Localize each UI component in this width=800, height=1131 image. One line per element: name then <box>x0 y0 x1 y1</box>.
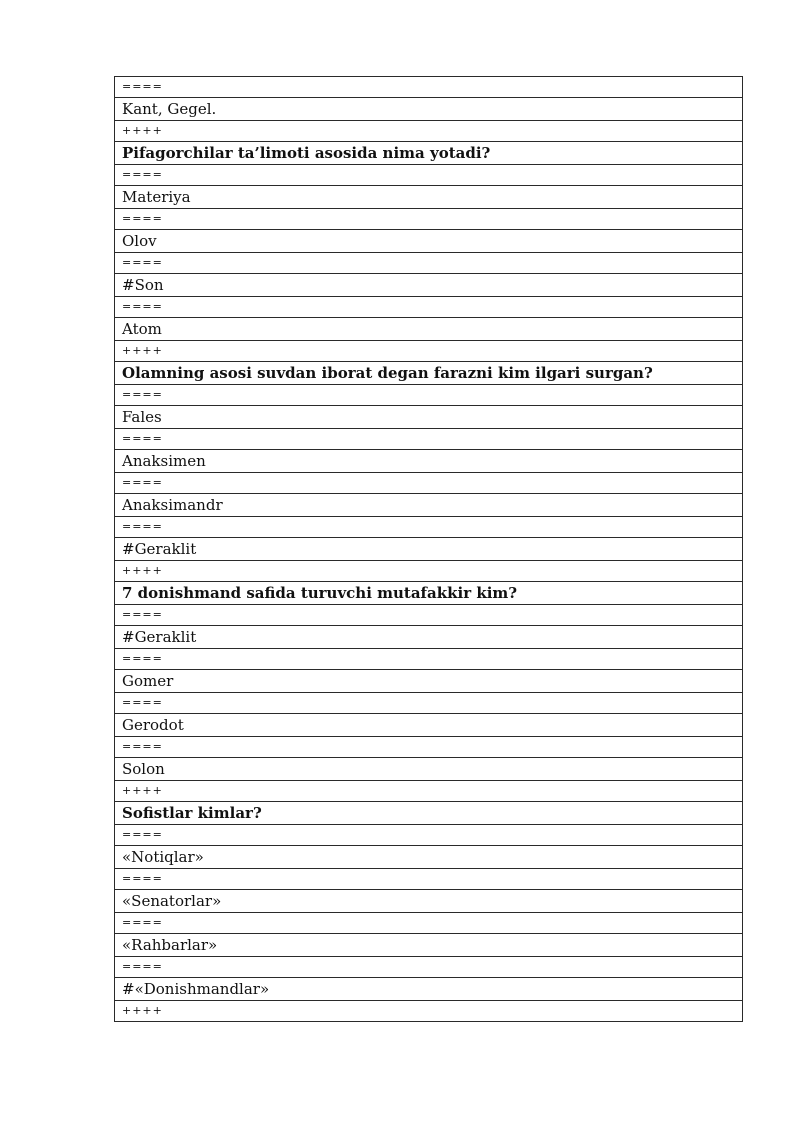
question-row <box>115 142 743 165</box>
answer-text: Fales <box>115 406 743 429</box>
separator-text: ==== <box>115 737 743 758</box>
answer-option-row <box>115 450 743 473</box>
separator-row <box>115 693 743 714</box>
separator-row <box>115 1001 743 1022</box>
answer-option-row <box>115 274 743 297</box>
separator-text: ==== <box>115 385 743 406</box>
answer-option-row <box>115 186 743 209</box>
question-text: 7 donishmand safida turuvchi mutafakkir kim? <box>115 582 743 605</box>
separator-row <box>115 825 743 846</box>
question-table-body <box>115 77 743 1022</box>
answer-option-row <box>115 758 743 781</box>
answer-text: #«Donishmandlar» <box>115 978 743 1001</box>
answer-option-row <box>115 318 743 341</box>
separator-row <box>115 121 743 142</box>
answer-option-row <box>115 978 743 1001</box>
separator-text: ==== <box>115 517 743 538</box>
answer-option-row <box>115 846 743 869</box>
answer-option-row <box>115 670 743 693</box>
answer-text: «Notiqlar» <box>115 846 743 869</box>
answer-option-row <box>115 230 743 253</box>
separator-row <box>115 517 743 538</box>
answer-option-row <box>115 714 743 737</box>
answer-text: Anaksimandr <box>115 494 743 517</box>
question-text: Olamning asosi suvdan iborat degan farazni kim ilgari surgan? <box>115 362 743 385</box>
answer-option-row <box>115 538 743 561</box>
separator-row <box>115 385 743 406</box>
answer-option-row <box>115 890 743 913</box>
separator-row <box>115 649 743 670</box>
separator-row <box>115 253 743 274</box>
question-row <box>115 582 743 605</box>
separator-row <box>115 297 743 318</box>
separator-row <box>115 209 743 230</box>
answer-text: #Geraklit <box>115 626 743 649</box>
separator-text: ==== <box>115 209 743 230</box>
question-text: Pifagorchilar ta’limoti asosida nima yotadi? <box>115 142 743 165</box>
answer-option-row <box>115 626 743 649</box>
separator-text: ++++ <box>115 341 743 362</box>
separator-text: ==== <box>115 913 743 934</box>
answer-text: Gerodot <box>115 714 743 737</box>
separator-text: ==== <box>115 957 743 978</box>
answer-text: Solon <box>115 758 743 781</box>
separator-row <box>115 737 743 758</box>
answer-text: «Senatorlar» <box>115 890 743 913</box>
separator-row <box>115 341 743 362</box>
separator-text: ==== <box>115 165 743 186</box>
question-table <box>114 76 743 1022</box>
answer-text: #Geraklit <box>115 538 743 561</box>
answer-text: #Son <box>115 274 743 297</box>
separator-row <box>115 781 743 802</box>
separator-text: ++++ <box>115 561 743 582</box>
answer-text: Gomer <box>115 670 743 693</box>
separator-text: ==== <box>115 77 743 98</box>
separator-text: ==== <box>115 429 743 450</box>
separator-text: ++++ <box>115 781 743 802</box>
answer-text: Kant, Gegel. <box>115 98 743 121</box>
separator-row <box>115 473 743 494</box>
separator-text: ==== <box>115 649 743 670</box>
answer-option-row <box>115 98 743 121</box>
answer-text: Atom <box>115 318 743 341</box>
separator-row <box>115 77 743 98</box>
answer-text: Olov <box>115 230 743 253</box>
separator-text: ==== <box>115 693 743 714</box>
separator-text: ==== <box>115 253 743 274</box>
separator-row <box>115 165 743 186</box>
separator-text: ==== <box>115 473 743 494</box>
separator-text: ++++ <box>115 121 743 142</box>
separator-row <box>115 429 743 450</box>
question-text: Sofistlar kimlar? <box>115 802 743 825</box>
separator-text: ++++ <box>115 1001 743 1022</box>
question-row <box>115 802 743 825</box>
separator-row <box>115 913 743 934</box>
answer-text: «Rahbarlar» <box>115 934 743 957</box>
separator-text: ==== <box>115 605 743 626</box>
separator-row <box>115 605 743 626</box>
answer-text: Materiya <box>115 186 743 209</box>
separator-row <box>115 869 743 890</box>
separator-text: ==== <box>115 297 743 318</box>
separator-row <box>115 561 743 582</box>
separator-text: ==== <box>115 825 743 846</box>
separator-text: ==== <box>115 869 743 890</box>
answer-text: Anaksimen <box>115 450 743 473</box>
answer-option-row <box>115 494 743 517</box>
answer-option-row <box>115 934 743 957</box>
answer-option-row <box>115 406 743 429</box>
separator-row <box>115 957 743 978</box>
question-row <box>115 362 743 385</box>
